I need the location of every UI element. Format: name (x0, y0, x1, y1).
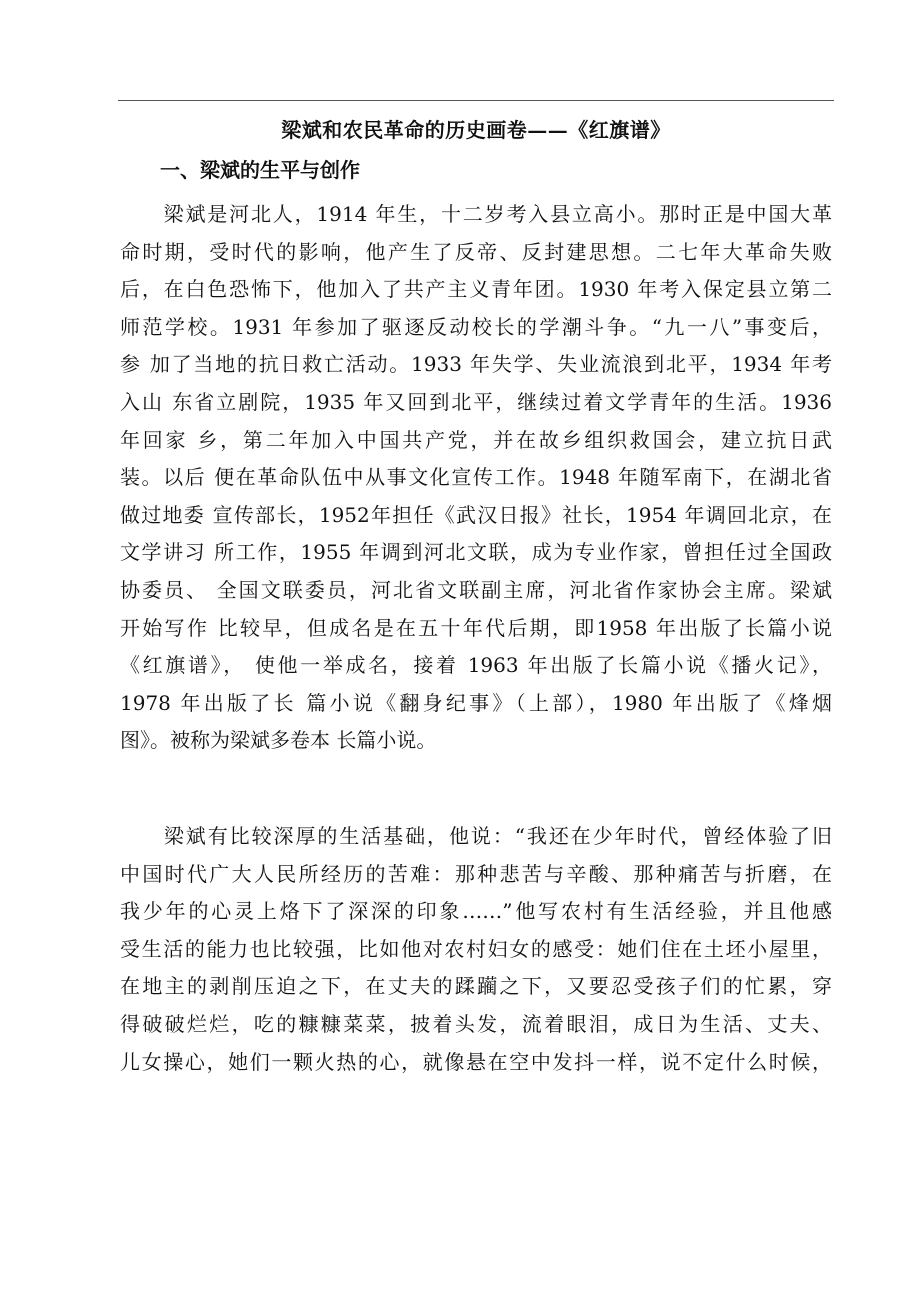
paragraph-line: 参 加了当地的抗日救亡活动。1933 年失学、失业流浪到北平，1934 年考 (120, 352, 832, 377)
paragraph-line: 做过地委 宣传部长，1952年担任《武汉日报》社长，1954 年调回北京，在 (120, 502, 832, 527)
paragraph-line: 协委员、 全国文联委员，河北省文联副主席，河北省作家协会主席。梁斌 (120, 577, 832, 602)
paragraph-line: 师范学校。1931 年参加了驱逐反动校长的学潮斗争。“九一八”事变后， (120, 314, 832, 339)
paragraph-line: 命时期，受时代的影响，他产生了反帝、反封建思想。二七年大革命失败 (120, 239, 832, 264)
paragraph-line: 受生活的能力也比较强，比如他对农村妇女的感受：她们住在土坯小屋里， (120, 936, 832, 961)
header-rule (118, 100, 834, 101)
paragraph-biography (120, 196, 832, 760)
paragraph-line: 我少年的心灵上烙下了深深的印象……”他写农村有生活经验，并且他感 (120, 899, 832, 924)
paragraph-line: 后，在白色恐怖下，他加入了共产主义青年团。1930 年考入保定县立第二 (120, 277, 832, 302)
paragraph-line: 年回家 乡，第二年加入中国共产党，并在故乡组织救国会，建立抗日武 (120, 427, 832, 452)
paragraph-line: 开始写作 比较早，但成名是在五十年代后期，即1958 年出版了长篇小说 (120, 615, 832, 640)
document-title: 梁斌和农民革命的历史画卷——《红旗谱》 (281, 118, 671, 142)
paragraph-line: 儿女操心，她们一颗火热的心，就像悬在空中发抖一样，说不定什么时候， (120, 1049, 832, 1074)
paragraph-line: 文学讲习 所工作，1955 年调到河北文联，成为专业作家，曾担任过全国政 (120, 540, 832, 565)
paragraph-line: 在地主的剥削压迫之下，在丈夫的蹂躏之下，又要忍受孩子们的忙累，穿 (120, 974, 832, 999)
paragraph-line: 《红旗谱》， 使他一举成名，接着 1963 年出版了长篇小说《播火记》， (120, 653, 832, 678)
paragraph-line: 梁斌有比较深厚的生活基础，他说：“我还在少年时代，曾经体验了旧 (120, 824, 832, 848)
section-heading: 一、梁斌的生平与创作 (160, 158, 360, 182)
paragraph-line: 入山 东省立剧院，1935 年又回到北平，继续过着文学青年的生活。1936 (120, 389, 832, 414)
paragraph-line: 中国时代广大人民所经历的苦难：那种悲苦与辛酸、那种痛苦与折磨，在 (120, 861, 832, 886)
paragraph-line: 得破破烂烂，吃的糠糠菜菜，披着头发，流着眼泪，成日为生活、丈夫、 (120, 1011, 832, 1036)
paragraph-line: 梁斌是河北人，1914 年生，十二岁考入县立高小。那时正是中国大革 (120, 202, 832, 226)
paragraph-line: 装。以后 便在革命队伍中从事文化宣传工作。1948 年随军南下，在湖北省 (120, 465, 832, 490)
paragraph-line: 1978 年出版了长 篇小说《翻身纪事》（上部），1980 年出版了《烽烟 (120, 690, 832, 715)
paragraph-life-experience (120, 818, 832, 1081)
paragraph-line: 图》。被称为梁斌多卷本 长篇小说。 (120, 728, 437, 753)
